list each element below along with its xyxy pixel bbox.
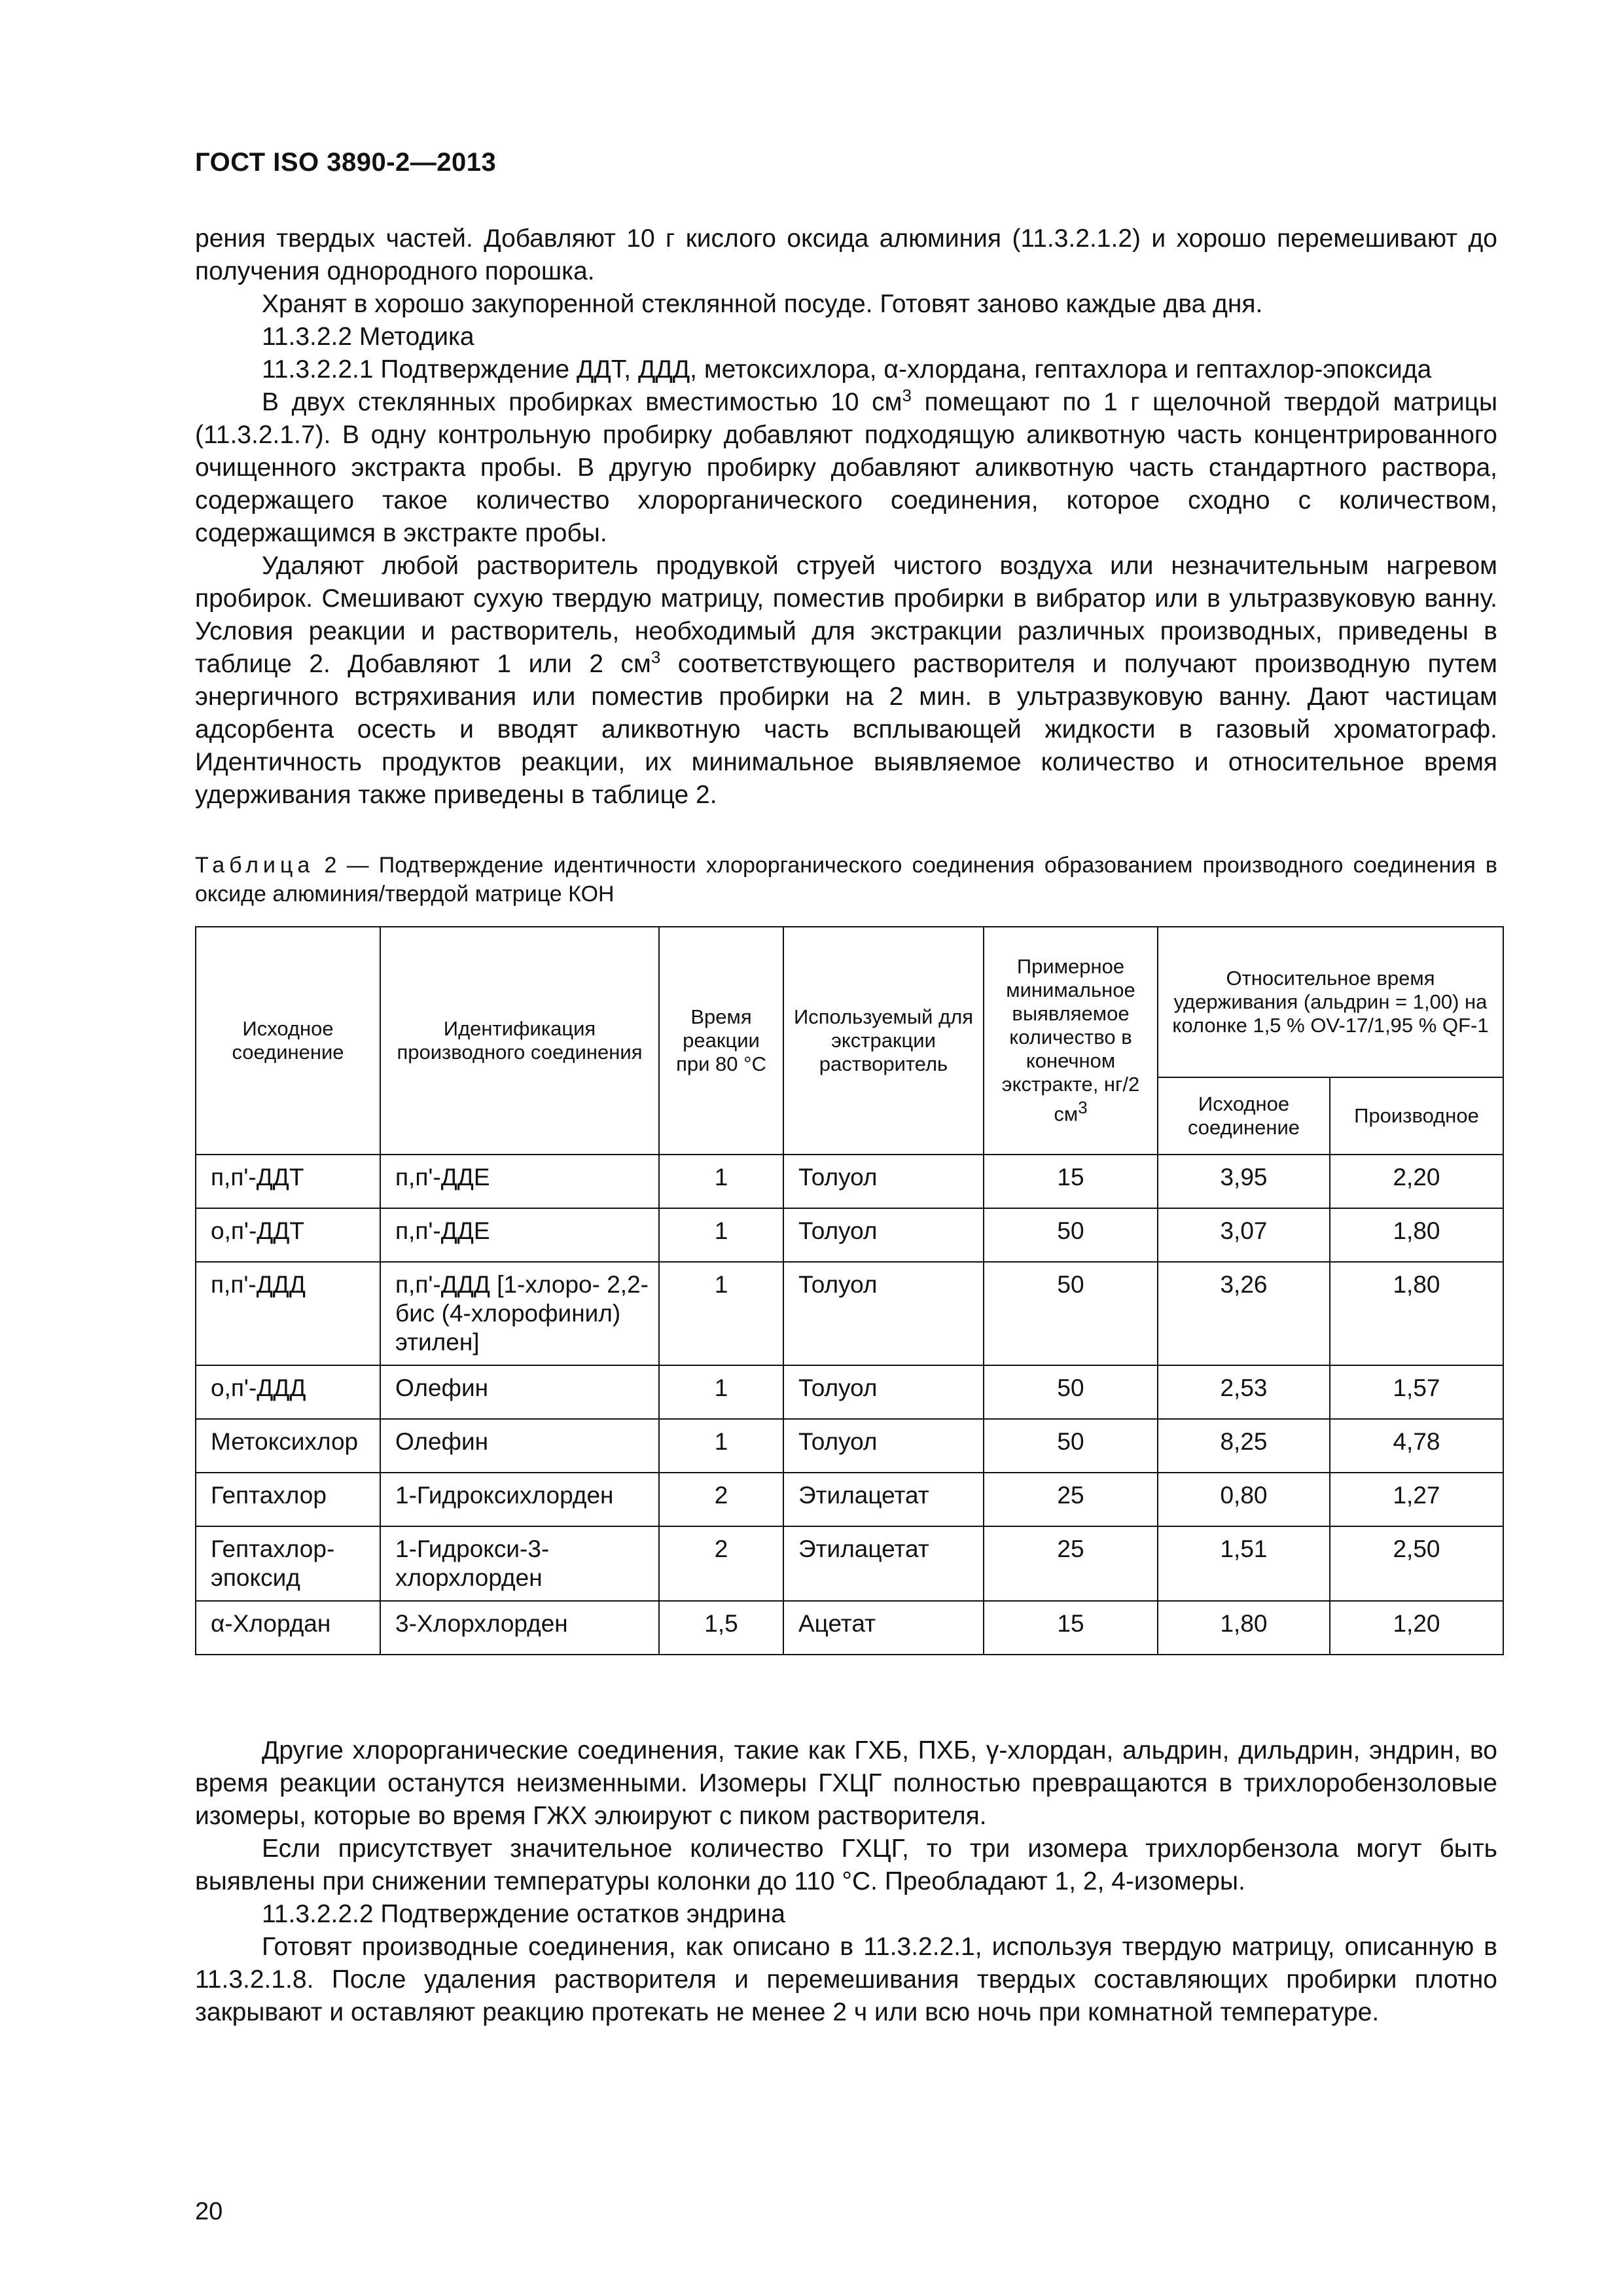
header-amount: Примерное минимальное выявляемое количество в конечном экстракте, нг/2 $см^3$ — [984, 927, 1158, 1155]
table-caption: Таблица 2 — Подтверждение идентичности хлорорганического соединения образованием производного соединения в оксиде алюминия/твердой матрице КОН — [195, 853, 1497, 906]
table-row — [196, 1155, 1503, 1208]
intro-text — [195, 223, 1497, 812]
cell-derivative: п,п'-ДДЕ — [380, 1155, 659, 1208]
cell-rt-original: 3,07 — [1158, 1208, 1330, 1262]
cell-amount: 25 — [984, 1473, 1158, 1526]
cell-time: 2 — [659, 1526, 783, 1601]
cell-time: 1 — [659, 1262, 783, 1365]
page-number: 20 — [195, 2198, 223, 2225]
cell-compound: Гептахлор-эпоксид — [196, 1526, 380, 1601]
cell-solvent: Ацетат — [783, 1601, 984, 1655]
cell-compound: Метоксихлор — [196, 1419, 380, 1473]
paragraph: Удаляют любой растворитель продувкой струей чистого воздуха или незначительным нагревом пробирок. Смешивают сухую твердую матрицу, поместив пробирки в вибратор или в ультразвуковую ванну. Условия реакции и растворитель, необходимый для экстракции различных производных, приведены в таблице 2. Добавляют 1 или 2 $см^3$ соответствующего растворителя и получают производную путем энергичного встряхивания или поместив пробирки на 2 мин. в ультразвуковую ванну. Дают частицам адсорбента осесть и вводят аликвотную часть всплывающей жидкости в газовый хроматограф. Идентичность продуктов реакции, их минимальное выявляемое количество и относительное время удерживания также приведены в таблице 2. — [195, 552, 1497, 809]
cell-solvent: Толуол — [783, 1262, 984, 1365]
subsection-heading: 11.3.2.2.1 Подтверждение ДДТ, ДДД, метоксихлора, α-хлордана, гептахлора и гептахлор-эпоксида — [262, 355, 1432, 384]
cell-amount: 50 — [984, 1365, 1158, 1419]
table-row — [196, 1262, 1503, 1365]
paragraph: Если присутствует значительное количество ГХЦГ, то три изомера трихлорбензола могут быть выявлены при снижении температуры колонки до 110 °С. Преобладают 1, 2, 4-изомеры. — [195, 1835, 1497, 1895]
cell-derivative: Олефин — [380, 1419, 659, 1473]
cell-rt-original: 8,25 — [1158, 1419, 1330, 1473]
cell-time: 1 — [659, 1208, 783, 1262]
header-retention: Относительное время удерживания (альдрин = 1,00) на колонке 1,5 % OV-17/1,95 % QF-1 — [1158, 927, 1503, 1077]
table-row — [196, 1208, 1503, 1262]
cell-compound: п,п'-ДДТ — [196, 1155, 380, 1208]
cell-rt-derivative: 1,57 — [1330, 1365, 1503, 1419]
confirmation-table — [195, 926, 1504, 1655]
cell-rt-original: 0,80 — [1158, 1473, 1330, 1526]
paragraph: Другие хлорорганические соединения, такие как ГХБ, ПХБ, γ-хлордан, альдрин, дильдрин, эндрин, во время реакции останутся неизменными. Изомеры ГХЦГ полностью превращаются в трихлоробензоловые изомеры, которые во время ГЖХ элюируют с пиком растворителя. — [195, 1736, 1497, 1830]
outro-text — [195, 1734, 1497, 2029]
cell-amount: 50 — [984, 1419, 1158, 1473]
header-retention-derivative: Производное — [1330, 1077, 1503, 1155]
cell-solvent: Толуол — [783, 1155, 984, 1208]
cell-solvent: Толуол — [783, 1208, 984, 1262]
cell-time: 1 — [659, 1155, 783, 1208]
cell-derivative: п,п'-ДДД [1-хлоро- 2,2-бис (4-хлорофинил) этилен] — [380, 1262, 659, 1365]
cell-rt-original: 3,26 — [1158, 1262, 1330, 1365]
cell-derivative: Олефин — [380, 1365, 659, 1419]
cell-compound: Гептахлор — [196, 1473, 380, 1526]
cell-amount: 25 — [984, 1526, 1158, 1601]
cell-time: 2 — [659, 1473, 783, 1526]
cell-rt-derivative: 2,20 — [1330, 1155, 1503, 1208]
section-heading: 11.3.2.2.2 Подтверждение остатков эндрина — [262, 1900, 785, 1928]
header-time: Время реакции при 80 °С — [659, 927, 783, 1155]
cell-compound: α-Хлордан — [196, 1601, 380, 1655]
cell-compound: п,п'-ДДД — [196, 1262, 380, 1365]
paragraph: Хранят в хорошо закупоренной стеклянной посуде. Готовят заново каждые два дня. — [262, 290, 1263, 318]
header-retention-original: Исходное соединение — [1158, 1077, 1330, 1155]
table-row — [196, 1473, 1503, 1526]
cell-time: 1,5 — [659, 1601, 783, 1655]
cell-derivative: 1-Гидрокси-3-хлорхлорден — [380, 1526, 659, 1601]
header-compound: Исходное соединение — [196, 927, 380, 1155]
cell-rt-derivative: 1,80 — [1330, 1208, 1503, 1262]
cell-solvent: Этилацетат — [783, 1473, 984, 1526]
paragraph: Готовят производные соединения, как описано в 11.3.2.2.1, используя твердую матрицу, описанную в 11.3.2.1.8. После удаления растворителя и перемешивания твердых составляющих пробирки плотно закрывают и оставляют реакцию протекать не менее 2 ч или всю ночь при комнатной температуре. — [195, 1933, 1497, 2026]
cell-solvent: Толуол — [783, 1365, 984, 1419]
cell-derivative: 3-Хлорхлорден — [380, 1601, 659, 1655]
cell-time: 1 — [659, 1419, 783, 1473]
paragraph: В двух стеклянных пробирках вместимостью 10 $см^3$ помещают по 1 г щелочной твердой матрицы (11.3.2.1.7). В одну контрольную пробирку добавляют подходящую аликвотную часть концентрированного очищенного экстракта пробы. В другую пробирку добавляют аликвотную часть стандартного раствора, содержащего такое количество хлорорганического соединения, которое сходно с количеством, содержащимся в экстракте пробы. — [195, 386, 1498, 547]
table-row — [196, 1601, 1503, 1655]
cell-amount: 15 — [984, 1601, 1158, 1655]
cell-rt-derivative: 1,80 — [1330, 1262, 1503, 1365]
cell-derivative: 1-Гидроксихлорден — [380, 1473, 659, 1526]
cell-compound: о,п'-ДДД — [196, 1365, 380, 1419]
cell-rt-derivative: 4,78 — [1330, 1419, 1503, 1473]
cell-solvent: Этилацетат — [783, 1526, 984, 1601]
cell-rt-derivative: 1,27 — [1330, 1473, 1503, 1526]
document-header: ГОСТ ISO 3890-2—2013 — [195, 148, 497, 177]
cell-solvent: Толуол — [783, 1419, 984, 1473]
cell-derivative: п,п'-ДДЕ — [380, 1208, 659, 1262]
cell-amount: 15 — [984, 1155, 1158, 1208]
cell-rt-original: 3,95 — [1158, 1155, 1330, 1208]
cell-compound: о,п'-ДДТ — [196, 1208, 380, 1262]
cell-time: 1 — [659, 1365, 783, 1419]
cell-rt-original: 2,53 — [1158, 1365, 1330, 1419]
section-heading: 11.3.2.2 Методика — [262, 323, 474, 351]
table-row — [196, 1365, 1503, 1419]
table-row — [196, 1526, 1503, 1601]
cell-rt-derivative: 2,50 — [1330, 1526, 1503, 1601]
paragraph: рения твердых частей. Добавляют 10 г кислого оксида алюминия (11.3.2.1.2) и хорошо перемешивают до получения однородного порошка. — [195, 224, 1497, 285]
cell-rt-original: 1,51 — [1158, 1526, 1330, 1601]
cell-rt-original: 1,80 — [1158, 1601, 1330, 1655]
cell-rt-derivative: 1,20 — [1330, 1601, 1503, 1655]
header-derivative: Идентификация производного соединения — [380, 927, 659, 1155]
header-solvent: Используемый для экстракции растворитель — [783, 927, 984, 1155]
cell-amount: 50 — [984, 1262, 1158, 1365]
data-table-container — [195, 926, 1504, 1655]
cell-amount: 50 — [984, 1208, 1158, 1262]
table-row — [196, 1419, 1503, 1473]
